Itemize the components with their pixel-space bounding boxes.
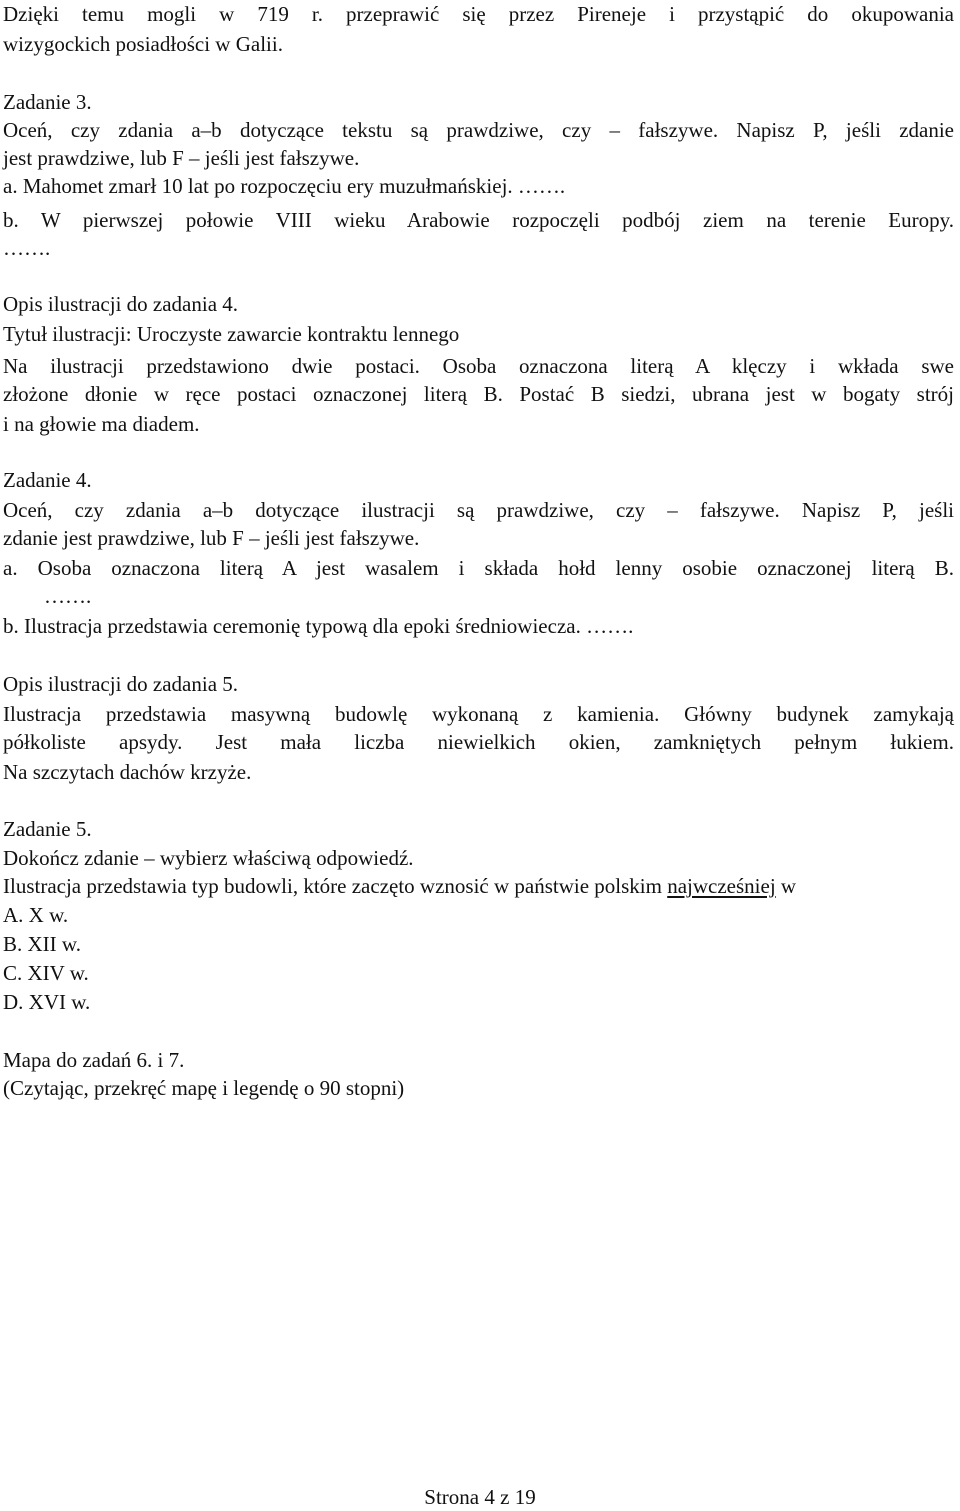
text-line: wizygockich posiadłości w Galii.: [3, 32, 283, 56]
task-4-answer-blank: …….: [44, 584, 92, 608]
illustration-4-description: Na ilustracji przedstawiono dwie postaci. Osoba oznaczona literą A klęczy i wkłada swe: [3, 354, 954, 378]
task-5-option-c: C. XIV w.: [3, 961, 89, 985]
task-3-instruction: jest prawdziwe, lub F – jeśli jest fałszywe.: [3, 146, 360, 170]
task-5-question-emphasis: najwcześniej: [667, 874, 776, 898]
task-5-option-a: A. X w.: [3, 903, 69, 927]
task-3-instruction: Oceń, czy zdania a–b dotyczące tekstu są prawdziwe, czy – fałszywe. Napisz P, jeśli zdanie: [3, 118, 954, 142]
task-5-option-d: D. XVI w.: [3, 990, 91, 1014]
task-3-statement-a: a. Mahomet zmarł 10 lat po rozpoczęciu ery muzułmańskiej. …….: [3, 174, 566, 198]
task-5-heading: Zadanie 5.: [3, 817, 92, 841]
task-5-question-text: Ilustracja przedstawia typ budowli, które zaczęto wznosić w państwie polskim: [3, 874, 668, 898]
task-4-heading: Zadanie 4.: [3, 468, 92, 492]
map-heading: Mapa do zadań 6. i 7.: [3, 1048, 185, 1072]
text-line: Dzięki temu mogli w 719 r. przeprawić się przez Pireneje i przystąpić do okupowania: [3, 2, 954, 26]
illustration-5-description: półkoliste apsydy. Jest mała liczba niewielkich okien, zamkniętych pełnym łukiem.: [3, 730, 954, 754]
task-4-statement-b: b. Ilustracja przedstawia ceremonię typową dla epoki średniowiecza. …….: [3, 614, 634, 638]
illustration-5-description: Na szczytach dachów krzyże.: [3, 760, 252, 784]
task-3-heading: Zadanie 3.: [3, 90, 92, 114]
task-3-answer-blank: …….: [3, 236, 51, 260]
illustration-4-title: Tytuł ilustracji: Uroczyste zawarcie kontraktu lennego: [3, 322, 460, 346]
task-4-instruction: Oceń, czy zdania a–b dotyczące ilustracji są prawdziwe, czy – fałszywe. Napisz P, jeśli: [3, 498, 954, 522]
illustration-4-heading: Opis ilustracji do zadania 4.: [3, 292, 239, 316]
task-5-instruction: Dokończ zdanie – wybierz właściwą odpowiedź.: [3, 846, 414, 870]
task-4-statement-a: a. Osoba oznaczona literą A jest wasalem i składa hołd lenny osobie oznaczonej literą B.: [3, 556, 954, 580]
task-3-statement-b: b. W pierwszej połowie VIII wieku Arabowie rozpoczęli podbój ziem na terenie Europy.: [3, 208, 954, 232]
illustration-4-description: złożone dłonie w ręce postaci oznaczonej literą B. Postać B siedzi, ubrana jest w bogaty strój: [3, 382, 954, 406]
task-4-instruction: zdanie jest prawdziwe, lub F – jeśli jest fałszywe.: [3, 526, 420, 550]
illustration-5-heading: Opis ilustracji do zadania 5.: [3, 672, 239, 696]
task-5-option-b: B. XII w.: [3, 932, 81, 956]
map-note: (Czytając, przekręć mapę i legendę o 90 stopni): [3, 1076, 405, 1100]
task-5-question: [3, 872, 796, 900]
illustration-4-description: i na głowie ma diadem.: [3, 412, 200, 436]
illustration-5-description: Ilustracja przedstawia masywną budowlę wykonaną z kamienia. Główny budynek zamykają: [3, 702, 954, 726]
page-number: Strona 4 z 19: [424, 1485, 536, 1509]
task-5-question-text: w: [775, 874, 797, 898]
